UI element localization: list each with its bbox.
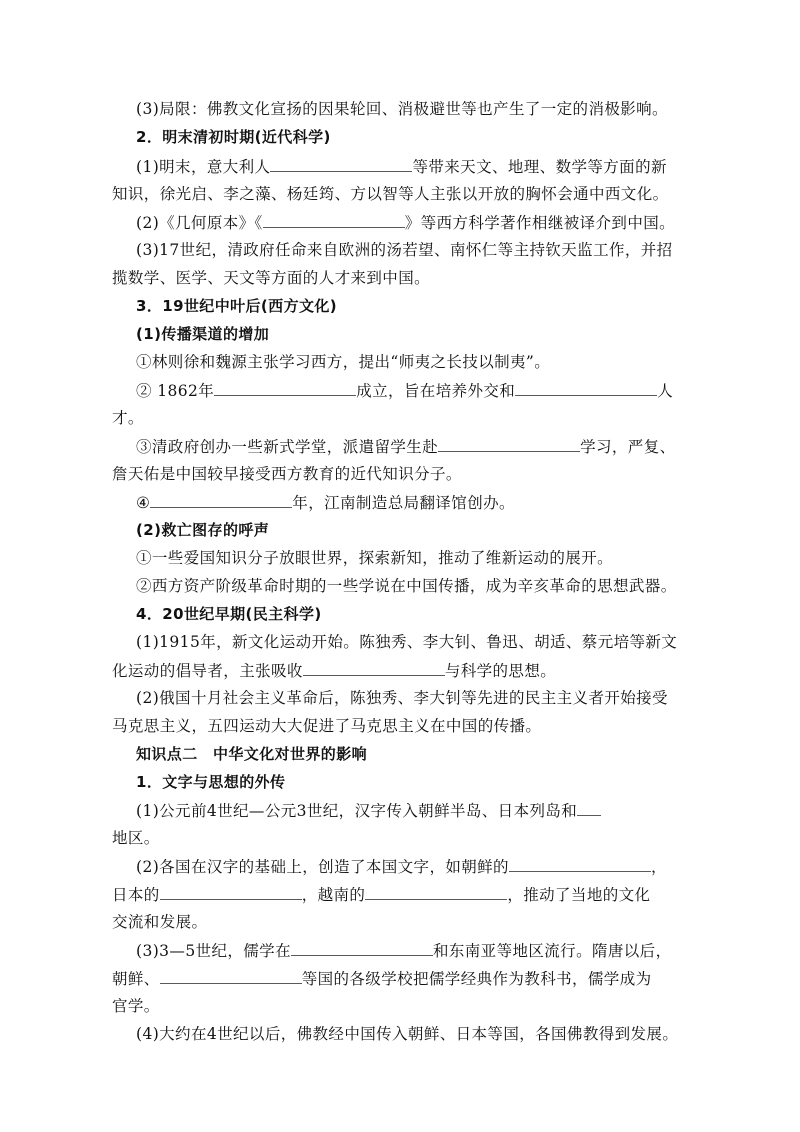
answer-blank[interactable] — [270, 155, 412, 172]
text-line — [112, 967, 692, 990]
text-line — [136, 435, 692, 458]
text: 成立，旨在培养外交和 — [356, 382, 516, 400]
text: 和东南亚等地区流行。隋唐以后， — [432, 942, 672, 960]
text-line: 詹天佑是中国较早接受西方教育的近代知识分子。 — [112, 465, 462, 483]
text: 》等西方科学著作相继被译介到中国。 — [404, 214, 676, 232]
text: 朝鲜、 — [112, 970, 160, 988]
answer-blank[interactable] — [263, 211, 405, 228]
text: 与科学的思想。 — [444, 662, 557, 680]
text: (1)明末，意大利人 — [136, 158, 271, 176]
answer-blank[interactable] — [515, 379, 657, 396]
text: 人 — [657, 382, 674, 400]
answer-blank[interactable] — [150, 491, 292, 508]
text-line — [136, 211, 692, 234]
text-line — [136, 491, 692, 514]
answer-blank[interactable] — [160, 883, 302, 900]
text: (2)《几何原本》《 — [136, 214, 263, 232]
text: (2)各国在汉字的基础上，创造了本国文字，如朝鲜的 — [136, 858, 509, 876]
section-heading: 1．文字与思想的外传 — [136, 773, 286, 791]
text-line: 官学。 — [112, 997, 160, 1015]
text-line: (1)1915年，新文化运动开始。陈独秀、李大钊、鲁迅、胡适、蔡元培等新文 — [136, 633, 678, 651]
text: ② 1862年 — [136, 382, 215, 400]
text: 年，江南制造总局翻译馆创办。 — [292, 494, 515, 512]
text-line — [136, 379, 692, 402]
text: (3)3—5世纪，儒学在 — [136, 942, 291, 960]
text-line: (4)大约在4世纪以后，佛教经中国传入朝鲜、日本等国，各国佛教得到发展。 — [136, 1025, 679, 1043]
text-line: 知识，徐光启、李之藻、杨廷筠、方以智等人主张以开放的胸怀会通中西文化。 — [112, 185, 669, 203]
text-line — [136, 939, 692, 962]
text: 化运动的倡导者，主张吸收 — [112, 662, 303, 680]
answer-blank[interactable] — [291, 939, 433, 956]
text: ，推动了当地的文化 — [507, 886, 651, 904]
text-line: 揽数学、医学、天文等方面的人才来到中国。 — [112, 269, 431, 287]
answer-blank[interactable] — [365, 883, 507, 900]
text: 日本的 — [112, 886, 160, 904]
text-line: 交流和发展。 — [112, 913, 208, 931]
text-line: (2)俄国十月社会主义革命后，陈独秀、李大钊等先进的民主主义者开始接受 — [136, 689, 668, 707]
text-line — [136, 155, 692, 178]
text: 等国的各级学校把儒学经典作为教科书，儒学成为 — [301, 970, 652, 988]
answer-blank[interactable] — [509, 855, 651, 872]
text: ，越南的 — [301, 886, 366, 904]
section-heading: 4．20世纪早期(民主科学) — [136, 605, 322, 623]
text-line: (3)局限：佛教文化宣扬的因果轮回、消极避世等也产生了一定的消极影响。 — [136, 100, 668, 118]
knowledge-point-heading: 知识点二 中华文化对世界的影响 — [136, 745, 368, 763]
text-line — [136, 855, 692, 878]
section-heading: 3．19世纪中叶后(西方文化) — [136, 297, 338, 315]
text: (1)公元前4世纪—公元3世纪，汉字传入朝鲜半岛、日本列岛和 — [136, 802, 578, 820]
answer-blank[interactable] — [303, 659, 445, 676]
text-line — [112, 659, 692, 682]
text-line: (3)17世纪，清政府任命来自欧洲的汤若望、南怀仁等主持钦天监工作，并招 — [136, 241, 673, 259]
text-line: ①一些爱国知识分子放眼世界，探索新知，推动了维新运动的展开。 — [136, 549, 614, 567]
subsection-heading: (2)救亡图存的呼声 — [136, 521, 270, 539]
text: 学习，严复、 — [580, 438, 676, 456]
subsection-heading: (1)传播渠道的增加 — [136, 325, 270, 343]
text-line: 马克思主义，五四运动大大促进了马克思主义在中国的传播。 — [112, 717, 542, 735]
text-line: 才。 — [112, 409, 144, 427]
section-heading: 2．明末清初时期(近代科学) — [136, 128, 331, 146]
text-line — [112, 883, 692, 906]
answer-blank[interactable] — [438, 435, 580, 452]
text: ④ — [136, 494, 151, 512]
text-line: ②西方资产阶级革命时期的一些学说在中国传播，成为辛亥革命的思想武器。 — [136, 577, 677, 595]
text-line: ①林则徐和魏源主张学习西方，提出“师夷之长技以制夷”。 — [136, 353, 551, 371]
text: ， — [650, 858, 667, 876]
text-line — [136, 799, 692, 822]
text: 等带来天文、地理、数学等方面的新 — [412, 158, 667, 176]
answer-blank[interactable] — [160, 967, 302, 984]
text: ③清政府创办一些新式学堂，派遣留学生赴 — [136, 438, 439, 456]
answer-blank[interactable] — [577, 799, 601, 816]
text-line: 地区。 — [112, 829, 160, 847]
answer-blank[interactable] — [214, 379, 356, 396]
